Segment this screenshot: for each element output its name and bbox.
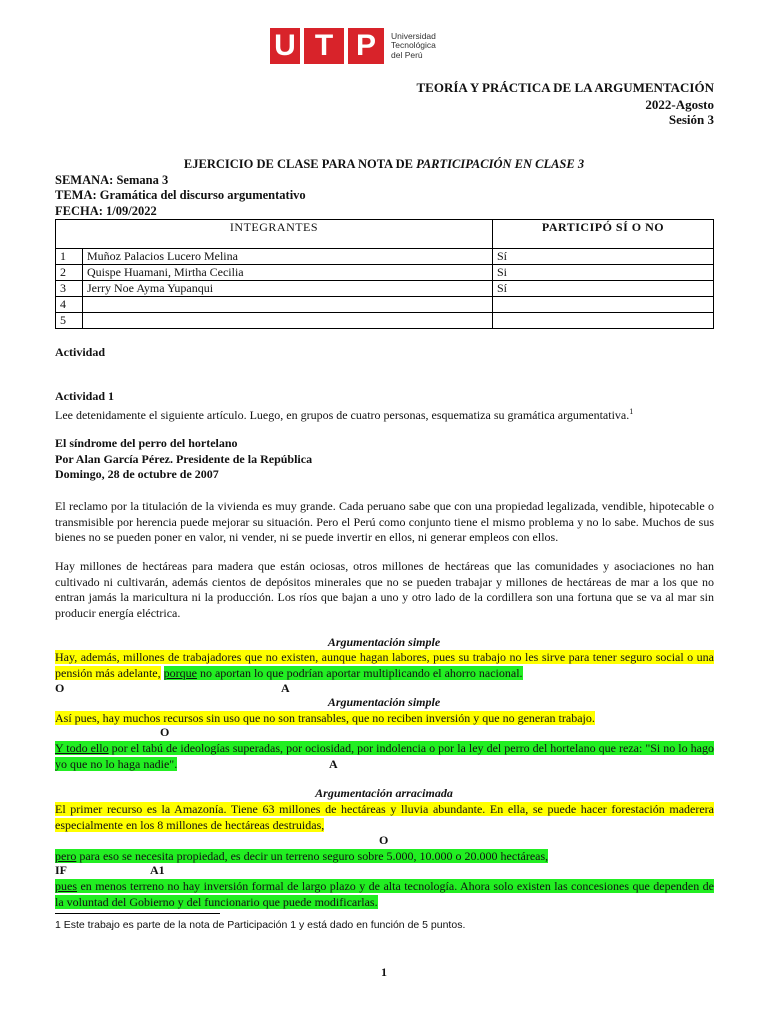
member-name	[83, 313, 493, 329]
table-header-row	[56, 220, 714, 249]
section2-mark-o: O	[160, 725, 170, 739]
section3-yellow: El primer recurso es la Amazonía. Tiene 63 millones de hectáreas y lluvia abundante. En ella, se puede hacer forestación maderera especialmente en los 8 millones de hectáreas destruidas,	[55, 802, 714, 832]
section2-yellow: Así pues, hay muchos recursos sin uso que no son transables, que no reciben inversión y que no generan trabajo.	[55, 711, 595, 725]
actividad1-instructions: Lee detenidamente el siguiente artículo. Luego, en grupos de cuatro personas, esquematiza su gramática argumentativa.$^1$	[55, 407, 634, 422]
section3-green-2: pues en menos terreno no hay inversión formal de largo plazo y de alta tecnología. Ahora solo existen las concesiones que dependen de la voluntad del Gobierno y del funcionario que puede modificarlas.	[55, 879, 714, 909]
participation-value	[493, 297, 714, 313]
row-number: 5	[56, 313, 83, 329]
section3-mark-o: O	[379, 833, 389, 847]
article-paragraph-2: Hay millones de hectáreas para madera que están ociosas, otros millones de hectáreas que las comunidades y asociaciones no han cultivado ni cultivarán, además cientos de depósitos minerales que no se pueden trabajar y millones de hectáreas de mar a los que no entran jamás la maricultura ni la producción. Los ríos que bajan a uno y otro lado de la cordillera son una fortuna que se va al mar sin producir energía eléctrica.	[55, 559, 714, 620]
participation-value: Sí	[493, 249, 714, 265]
footnote-text: 1 Este trabajo es parte de la nota de Participación 1 y está dado en función de 5 puntos.	[55, 919, 466, 931]
tema-line: TEMA: Gramática del discurso argumentativo	[55, 188, 306, 202]
actividad1-heading: Actividad 1	[55, 389, 115, 403]
table-row	[56, 313, 714, 329]
members-table	[55, 219, 714, 329]
article-author: Por Alan García Pérez. Presidente de la República	[55, 452, 313, 466]
semana-line: SEMANA: Semana 3	[55, 173, 169, 187]
article-date: Domingo, 28 de octubre de 2007	[55, 467, 219, 481]
member-name: Quispe Huamani, Mirtha Cecilia	[83, 265, 493, 281]
logo-letter-p: P	[348, 28, 384, 64]
member-name: Muñoz Palacios Lucero Melina	[83, 249, 493, 265]
footnote-ref: 1	[629, 407, 634, 416]
row-number: 3	[56, 281, 83, 297]
row-number: 4	[56, 297, 83, 313]
section3-text-3	[55, 879, 714, 910]
exercise-title: EJERCICIO DE CLASE PARA NOTA DE PARTICIPACIÓN EN CLASE 3	[183, 157, 585, 171]
fecha-line: FECHA: 1/09/2022	[55, 204, 157, 218]
section1-mark-o: O	[55, 681, 65, 695]
participation-value	[493, 313, 714, 329]
utp-logo	[270, 28, 436, 64]
section1-text	[55, 650, 714, 681]
section3-mark-if: IF	[55, 863, 67, 877]
table-row	[56, 281, 714, 297]
table-row	[56, 249, 714, 265]
section2-mark-a: A	[329, 757, 338, 771]
footnote-separator	[55, 913, 220, 914]
member-name: Jerry Noe Ayma Yupanqui	[83, 281, 493, 297]
section2-text-2	[55, 741, 714, 772]
course-title: TEORÍA Y PRÁCTICA DE LA ARGUMENTACIÓN	[416, 80, 714, 95]
section1-label: Argumentación simple	[327, 635, 441, 649]
section3-label: Argumentación arracimada	[315, 786, 453, 800]
participation-value: Si	[493, 265, 714, 281]
page-number: 1	[381, 965, 387, 979]
section2-green: Y todo ello por el tabú de ideologías superadas, por ociosidad, por indolencia o por la ley del perro del hortelano que reza: "Si no lo hago yo que no lo haga nadie".	[55, 741, 714, 771]
article-paragraph-1: El reclamo por la titulación de la vivienda es muy grande. Cada peruano sabe que con una propiedad legalizada, vendible, hipotecable o transmisible por herencia puede mejorar su situación. Pero el Perú como conjunto tiene el mismo problema y no lo sabe. Muchos de sus bienes no se pueden poner en valor, ni vender, ni se puede invertir en ellos, ni generar empleos con ellos.	[55, 499, 714, 544]
logo-letter-t: T	[304, 28, 344, 64]
session-label: Sesión 3	[668, 112, 714, 127]
actividad-heading: Actividad	[55, 345, 106, 359]
course-period: 2022-Agosto	[645, 97, 714, 112]
section3-green-1: pero para eso se necesita propiedad, es decir un terreno seguro sobre 5.000, 10.000 o 20.000 hectáreas,	[55, 849, 549, 863]
table-row	[56, 265, 714, 281]
header-participo: PARTICIPÓ SÍ O NO	[493, 220, 714, 249]
section1-yellow: Hay, además, millones de trabajadores que no existen, aunque hagan labores, pues su trabajo no les sirve para tener seguro social o una pensión más adelante,	[55, 650, 714, 680]
section3-text-1	[55, 802, 714, 833]
article-title: El síndrome del perro del hortelano	[55, 436, 238, 450]
section1-mark-a: A	[281, 681, 290, 695]
section2-label: Argumentación simple	[327, 695, 441, 709]
section1-green: porque no aportan lo que podrían aportar multiplicando el ahorro nacional.	[163, 665, 523, 680]
participation-value: Sí	[493, 281, 714, 297]
logo-letter-u: U	[270, 28, 300, 64]
logo-university-name: Universidad Tecnológica del Perú	[391, 30, 436, 60]
member-name	[83, 297, 493, 313]
header-integrantes: INTEGRANTES	[56, 220, 493, 249]
section2-text-1	[55, 711, 714, 727]
row-number: 1	[56, 249, 83, 265]
section3-mark-a1: A1	[150, 863, 165, 877]
row-number: 2	[56, 265, 83, 281]
table-row	[56, 297, 714, 313]
